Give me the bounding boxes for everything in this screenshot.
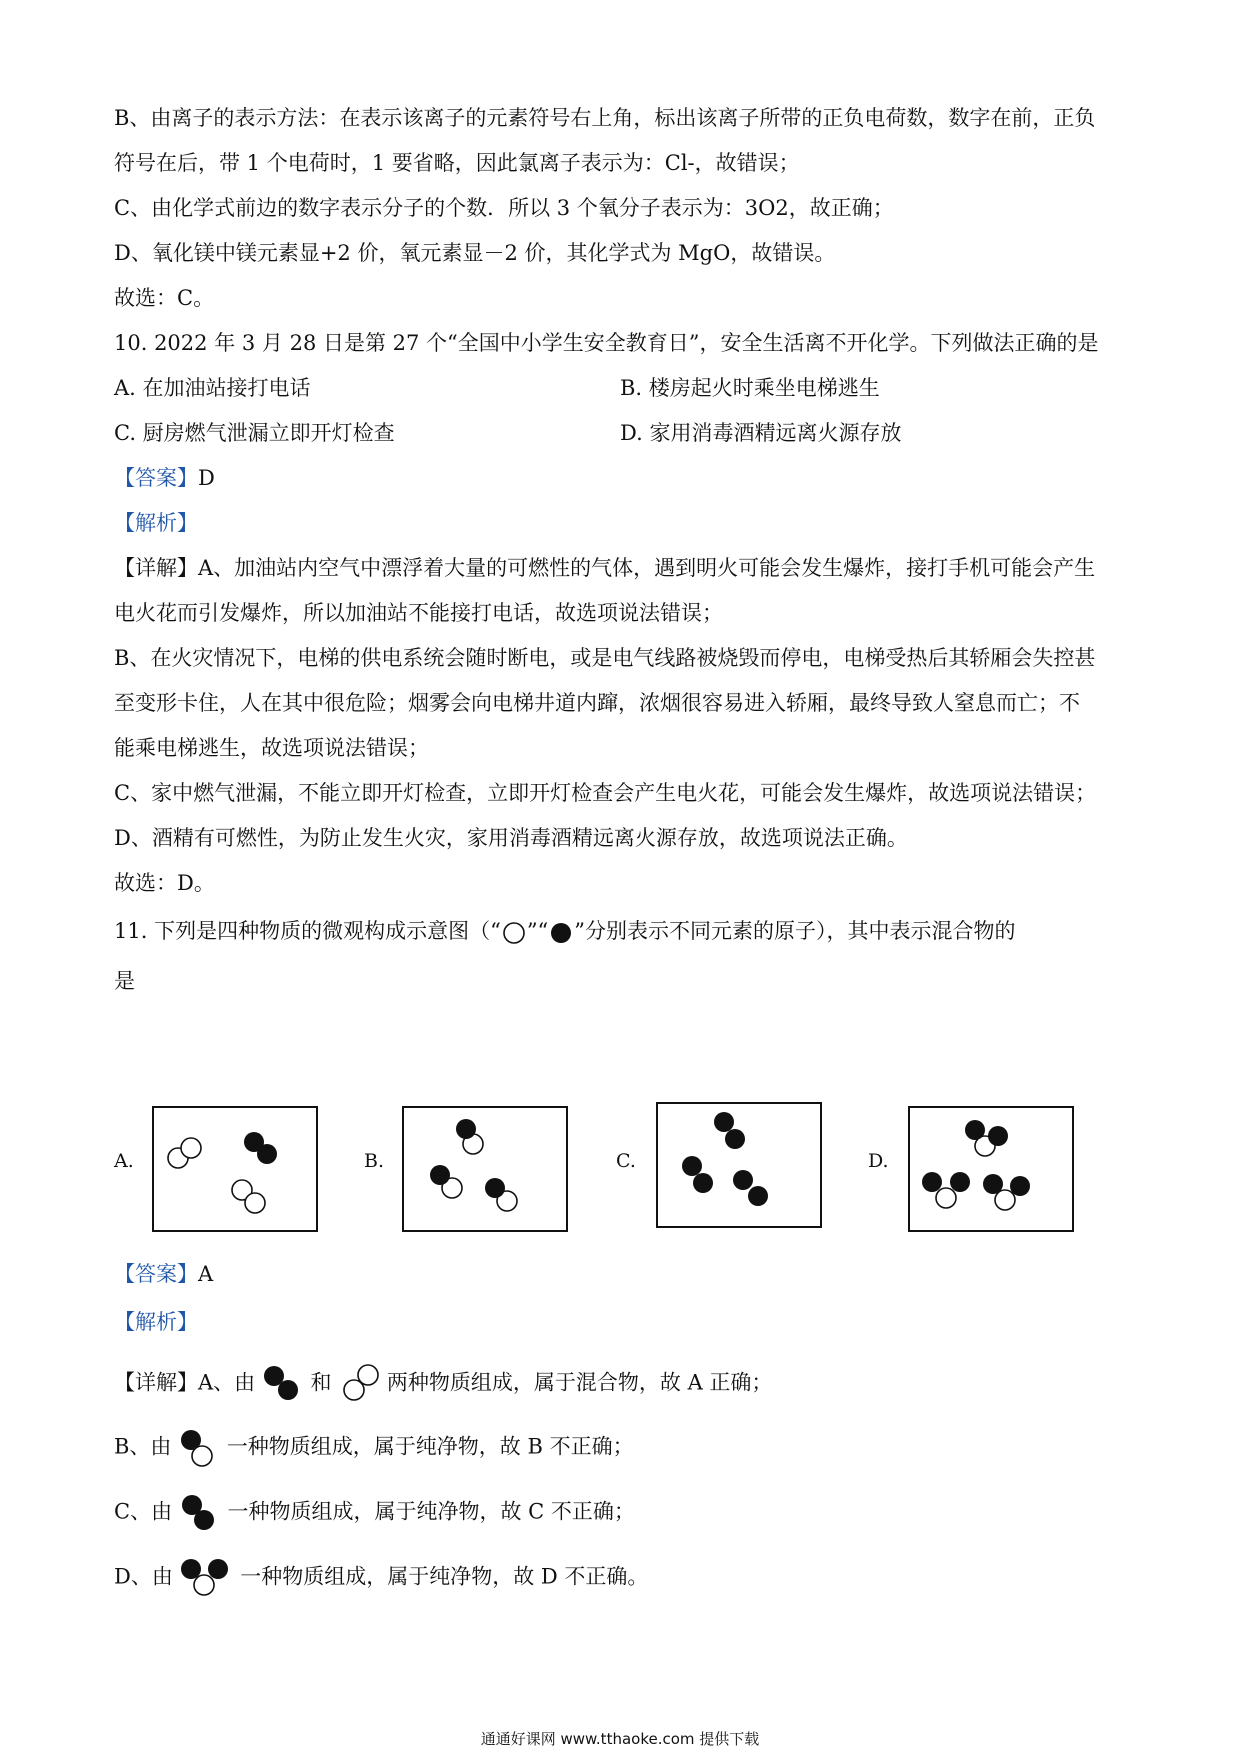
detail-b-pre: B、由 xyxy=(114,1434,172,1459)
q10-option-b: B. 楼房起火时乘坐电梯逃生 xyxy=(620,376,880,400)
q9-option-c: C、由化学式前边的数字表示分子的个数．所以 3 个氧分子表示为：3O2，故正确； xyxy=(114,196,894,220)
detail-b-post: 一种物质组成，属于纯净物，故 B 不正确； xyxy=(226,1434,634,1459)
q11-stem-line2: 是 xyxy=(114,969,135,993)
detail-d-post: 一种物质组成，属于纯净物，故 D 不正确。 xyxy=(240,1564,649,1589)
figure-d-molecules xyxy=(910,1108,1072,1230)
q10-option-d: D. 家用消毒酒精远离火源存放 xyxy=(620,421,902,445)
q11-detail-b xyxy=(114,1428,634,1468)
figure-b-molecules xyxy=(404,1108,566,1230)
detail-a-post: 两种物质组成，属于混合物，故 A 正确； xyxy=(386,1370,773,1395)
detail-a-pre: A、由 xyxy=(198,1370,256,1395)
answer-tag: 【答案】 xyxy=(114,466,198,490)
q10-detail-d: D、酒精有可燃性，为防止发生火灾，家用消毒酒精远离火源存放，故选项说法正确。 xyxy=(114,826,908,850)
white-atom-icon xyxy=(501,920,527,946)
q10-detail-b-line2: 至变形卡住，人在其中很危险；烟雾会向电梯井道内蹿，浓烟很容易进入轿厢，最终导致人窒息而亡；不 xyxy=(114,691,1080,715)
analysis-tag: 【解析】 xyxy=(114,1310,198,1334)
detail-d-pre: D、由 xyxy=(114,1564,173,1589)
answer-value: A xyxy=(198,1262,214,1286)
q11-analysis xyxy=(114,1307,198,1337)
q11-stem-post: ”分别表示不同元素的原子），其中表示混合物的 xyxy=(574,919,1016,943)
q10-stem: 10. 2022 年 3 月 28 日是第 27 个“全国中小学生安全教育日”，安全生活离不开化学。下列做法正确的是 xyxy=(114,331,1099,355)
figure-label-c: C. xyxy=(616,1150,636,1172)
black-black-molecule-icon xyxy=(262,1364,304,1404)
black-black-molecule-icon xyxy=(179,1493,221,1533)
answer-tag: 【答案】 xyxy=(114,1262,198,1286)
analysis-tag: 【解析】 xyxy=(114,511,198,535)
q9-option-b-line2: 符号在后，带 1 个电荷时，1 要省略，因此氯离子表示为：Cl-，故错误； xyxy=(114,151,800,175)
black-atom-icon xyxy=(548,920,574,946)
q10-option-a: A. 在加油站接打电话 xyxy=(114,376,311,400)
figure-c-molecules xyxy=(658,1104,820,1226)
detail-a-and: 和 xyxy=(310,1370,332,1395)
q10-detail-b-line1: B、在火灾情况下，电梯的供电系统会随时断电，或是电气线路被烧毁而停电，电梯受热后其轿厢会失控甚 xyxy=(114,646,1096,670)
detail-tag: 【详解】 xyxy=(114,1370,198,1395)
q10-answer xyxy=(114,463,215,493)
q11-stem-pre: 11. 下列是四种物质的微观构成示意图（“ xyxy=(114,919,501,943)
q11-answer xyxy=(114,1259,213,1289)
detail-text: A、加油站内空气中漂浮着大量的可燃性的气体，遇到明火可能会发生爆炸，接打手机可能会产生 xyxy=(198,556,1096,580)
figure-label-b: B. xyxy=(364,1150,385,1172)
black-white-molecule-icon xyxy=(178,1428,220,1468)
q10-choose: 故选：D。 xyxy=(114,871,215,895)
black-white-black-molecule-icon xyxy=(180,1557,234,1599)
figure-label-d: D. xyxy=(868,1150,889,1172)
page-footer: 通通好课网 www.tthaoke.com 提供下载 xyxy=(480,1730,760,1748)
detail-c-pre: C、由 xyxy=(114,1499,173,1524)
figure-b xyxy=(402,1106,568,1232)
figure-a xyxy=(152,1106,318,1232)
q11-detail-d xyxy=(114,1557,648,1599)
detail-tag: 【详解】 xyxy=(114,556,198,580)
q9-choose: 故选：C。 xyxy=(114,286,215,310)
q9-option-d: D、氧化镁中镁元素显+2 价，氧元素显－2 价，其化学式为 MgO，故错误。 xyxy=(114,241,836,265)
q10-analysis xyxy=(114,508,198,538)
q10-detail-a-line1 xyxy=(114,553,1095,583)
q9-option-b-line1: B、由离子的表示方法：在表示该离子的元素符号右上角，标出该离子所带的正负电荷数，数字在前，正负 xyxy=(114,106,1096,130)
q11-stem xyxy=(114,916,1016,946)
figure-label-a: A. xyxy=(114,1150,134,1172)
figure-c xyxy=(656,1102,822,1228)
q11-stem-mid: ”“ xyxy=(526,919,549,943)
q10-detail-a-line2: 电火花而引发爆炸，所以加油站不能接打电话，故选项说法错误； xyxy=(114,601,723,625)
q10-option-c: C. 厨房燃气泄漏立即开灯检查 xyxy=(114,421,395,445)
q11-detail-c xyxy=(114,1493,635,1533)
q10-detail-c: C、家中燃气泄漏，不能立即开灯检查，立即开灯检查会产生电火花，可能会发生爆炸，故选项说法错误； xyxy=(114,781,1097,805)
q10-detail-b-line3: 能乘电梯逃生，故选项说法错误； xyxy=(114,736,429,760)
answer-value: D xyxy=(198,466,215,490)
white-white-molecule-icon xyxy=(338,1364,380,1404)
detail-c-post: 一种物质组成，属于纯净物，故 C 不正确； xyxy=(227,1499,635,1524)
q11-detail-a xyxy=(114,1364,772,1404)
figure-a-molecules xyxy=(154,1108,316,1230)
figure-d xyxy=(908,1106,1074,1232)
